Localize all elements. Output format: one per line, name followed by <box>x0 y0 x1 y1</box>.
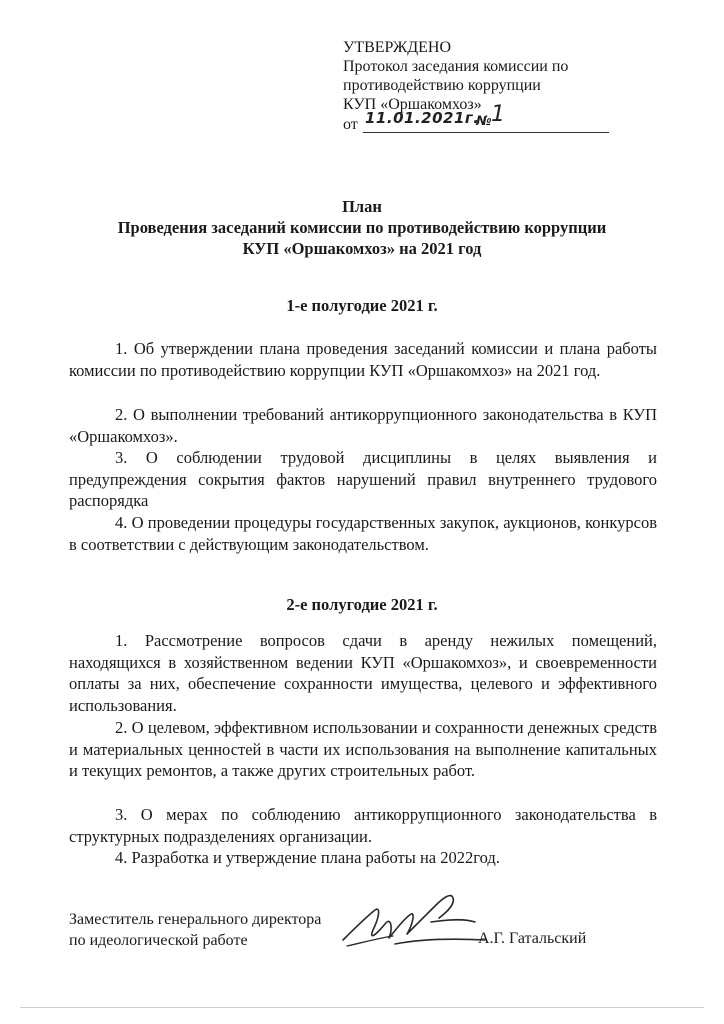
signatory-name: А.Г. Гатальский <box>478 930 587 947</box>
plan-item: 3. О мерах по соблюдению антикоррупционного законодательства в структурных подразделениях организации. <box>69 805 657 846</box>
page-bottom-edge <box>20 1007 704 1008</box>
document-title: План <box>342 197 382 216</box>
plan-item: 1. Рассмотрение вопросов сдачи в аренду нежилых помещений, находящихся в хозяйственном ведении КУП «Оршакомхоз», и своевременности оплаты за них, обеспечение сохранности имущества, целевого и эффективного использования. <box>69 631 657 715</box>
approval-organization: КУП «Оршакомхоз» <box>343 96 482 113</box>
plan-item: 1. Об утверждении плана проведения заседаний комиссии и плана работы комиссии по противодействию коррупции КУП «Оршакомхоз» на 2021 год. <box>69 339 657 380</box>
date-underline <box>363 132 609 133</box>
section-heading-second-half: 2-е полугодие 2021 г. <box>286 595 438 614</box>
approval-protocol-line: Протокол заседания комиссии по <box>343 58 569 75</box>
handwritten-number: 1 <box>491 102 506 127</box>
signatory-position: по идеологической работе <box>69 932 248 949</box>
approval-block <box>343 38 623 134</box>
document-subtitle: Проведения заседаний комиссии по противодействию коррупции <box>117 218 607 237</box>
approval-protocol-line: противодействию коррупции <box>343 77 541 94</box>
plan-item: 4. Разработка и утверждение плана работы на 2022год. <box>115 848 500 867</box>
plan-item: 2. О выполнении требований антикоррупционного законодательства в КУП «Оршакомхоз». <box>69 405 657 446</box>
section-heading-first-half: 1-е полугодие 2021 г. <box>286 296 438 315</box>
plan-item: 4. О проведении процедуры государственных закупок, аукционов, конкурсов в соответствии с действующим законодательством. <box>69 513 657 554</box>
document-subtitle: КУП «Оршакомхоз» на 2021 год <box>242 239 482 258</box>
date-prefix: от <box>343 116 358 133</box>
handwritten-signature <box>335 888 495 968</box>
handwritten-date: 11.01.2021г. <box>365 109 480 127</box>
number-sign: № <box>476 114 493 129</box>
plan-item: 2. О целевом, эффективном использовании и сохранности денежных средств и материальных ценностей в части их использования на выполнение капитальных и текущих ремонтов, а также других строительных работ. <box>69 718 657 780</box>
plan-item: 3. О соблюдении трудовой дисциплины в целях выявления и предупреждения сокрытия фактов нарушений правил внутреннего трудового распорядка <box>69 448 657 510</box>
signatory-position: Заместитель генерального директора <box>69 911 322 928</box>
approval-heading: УТВЕРЖДЕНО <box>343 39 452 56</box>
